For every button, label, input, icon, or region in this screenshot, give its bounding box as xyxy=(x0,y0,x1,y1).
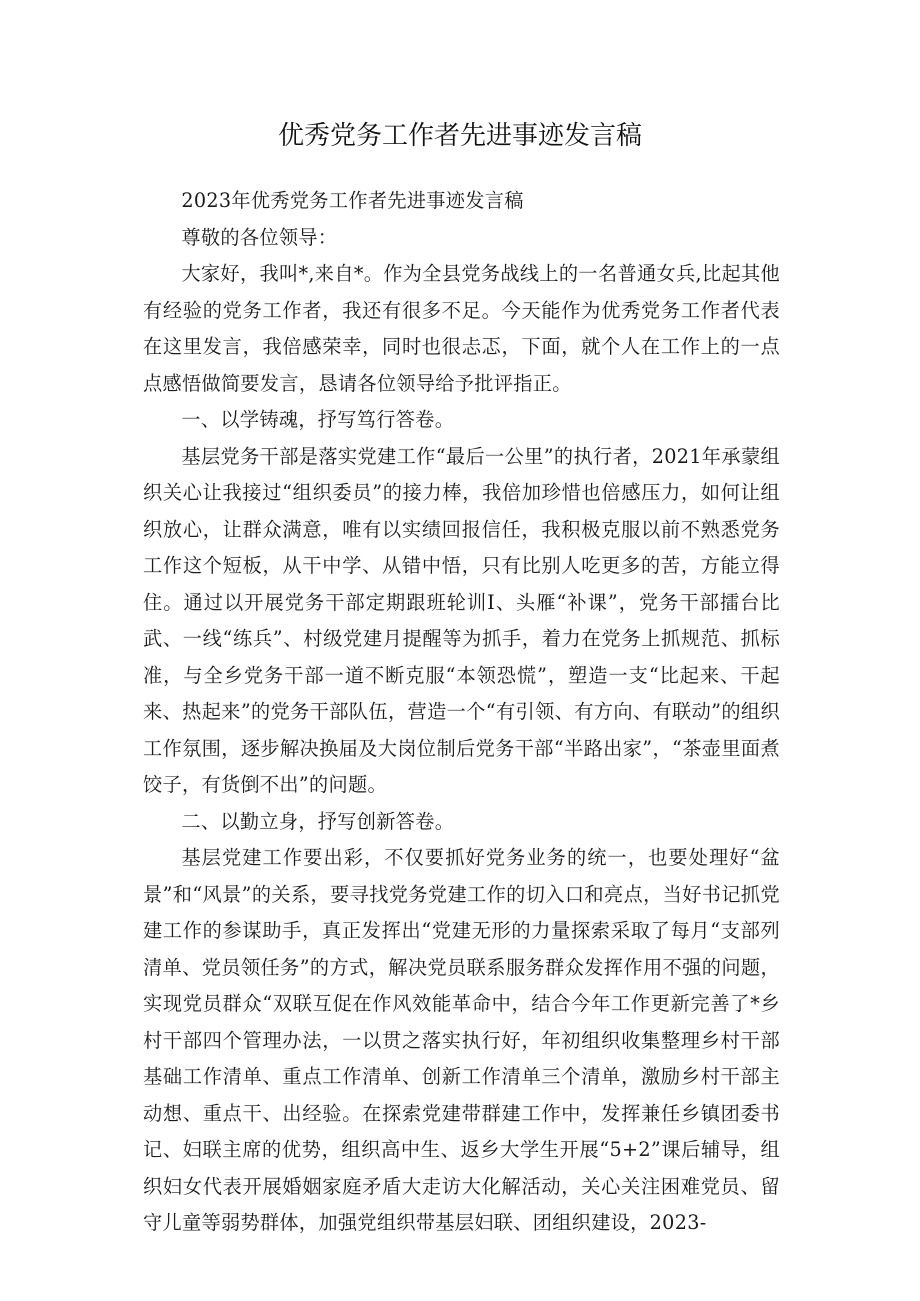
document-body xyxy=(143,183,780,1242)
document-title: 优秀党务工作者先进事迹发言稿 xyxy=(277,121,642,151)
paragraph-salutation: 尊敬的各位领导： xyxy=(181,225,338,249)
paragraph-section-1: 基层党务干部是落实党建工作“最后一公里”的执行者，2021年承蒙组织关心让我接过“组织委员”的接力棒，我倍加珍惜也倍感压力，如何让组织放心，让群众满意，唯有以实绩回报信任，我积极克服以前不熟悉党务工作这个短板，从干中学、从错中悟，只有比别人吃更多的苦，方能立得住。通过以开展党务干部定期跟班轮训Ⅰ、头雁“补课”，党务干部擂台比武、一线“练兵”、村级党建月提醒等为抓手，着力在党务上抓规范、抓标准，与全乡党务干部一道不断克服“本领恐慌”，塑造一支“比起来、干起来、热起来”的党务干部队伍，营造一个“有引领、有方向、有联动”的组织工作氛围，逐步解决换届及大岗位制后党务干部“半路出家”，“茶壶里面煮饺子，有货倒不出”的问题。 xyxy=(143,444,780,796)
paragraph-intro: 大家好，我叫*,来自*。作为全县党务战线上的一名普通女兵,比起其他有经验的党务工作者，我还有很多不足。今天能作为优秀党务工作者代表在这里发言，我倍感荣幸，同时也很忐忑，下面，就个人在工作上的一点点感悟做简要发言，恳请各位领导给予批评指正。 xyxy=(143,262,780,395)
paragraph-section-2: 基层党建工作要出彩，不仅要抓好党务业务的统一，也要处理好“盆景”和“风景”的关系，要寻找党务党建工作的切入口和亮点，当好书记抓党建工作的参谋助手，真正发挥出“党建无形的力量探索采取了每月“支部列清单、党员领任务”的方式，解决党员联系服务群众发挥作用不强的问题，实现党员群众“双联互促在作风效能革命中，结合今年工作更新完善了*乡村干部四个管理办法，一以贯之落实执行好，年初组织收集整理乡村干部基础工作清单、重点工作清单、创新工作清单三个清单，激励乡村干部主动想、重点干、出经验。在探索党建带群建工作中，发挥兼任乡镇团委书记、妇联主席的优势，组织高中生、返乡大学生开展“5+2”课后辅导，组织妇女代表开展婚姻家庭矛盾大走访大化解活动，关心关注困难党员、留守儿童等弱势群体，加强党组织带基层妇联、团组织建设，2023- xyxy=(143,846,780,1234)
section-heading-1: 一、以学铸魂，抒写笃行答卷。 xyxy=(181,408,455,431)
paragraph-subtitle: 2023年优秀党务工作者先进事迹发言稿 xyxy=(181,189,524,212)
section-heading-2: 二、以勤立身，抒写创新答卷。 xyxy=(181,809,455,833)
